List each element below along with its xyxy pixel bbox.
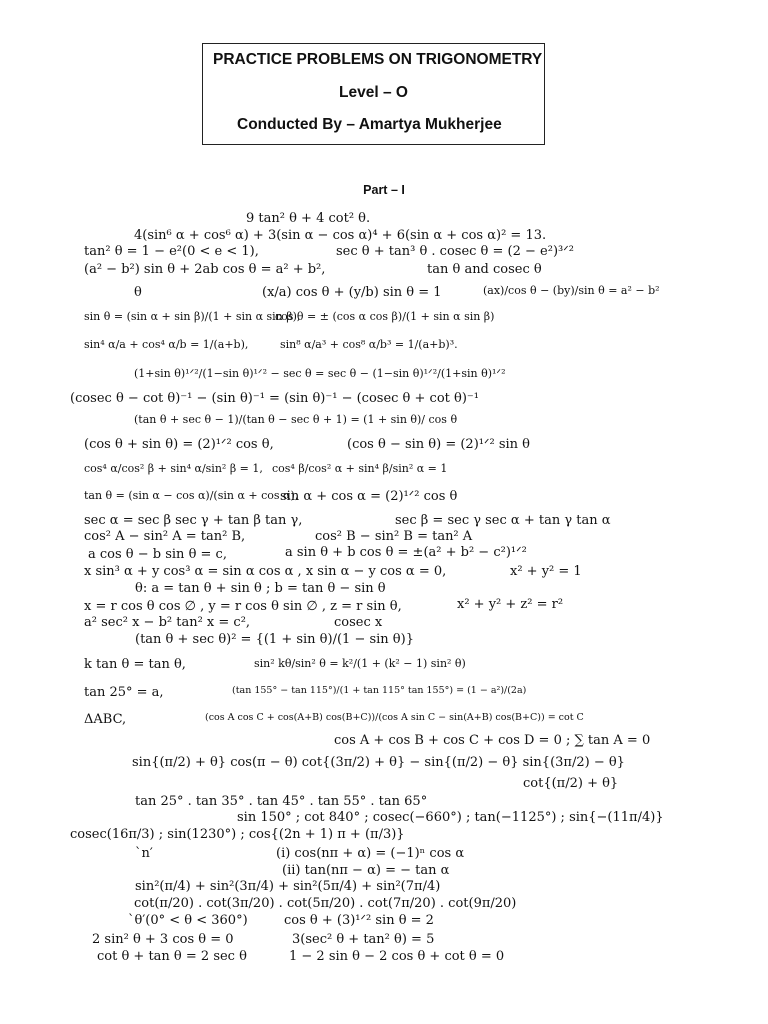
eq-line-52: cot(π/20) . cot(3π/20) . cot(5π/20) . cot(7π/20) . cot(9π/20) [134,896,517,911]
eq-line-43: sin{(π/2) + θ} cos(π − θ) cot{(3π/2) + θ} − sin{(π/2) − θ} sin{(3π/2) − θ} [132,755,625,770]
eq-line-57: cot θ + tan θ = 2 sec θ [97,949,247,964]
eq-line-11: sin⁴ α/a + cos⁴ α/b = 1/(a+b), [84,338,249,351]
eq-line-12: sin⁸ α/a³ + cos⁸ α/b³ = 1/(a+b)³. [280,338,458,351]
eq-line-29: x² + y² = 1 [510,564,582,579]
eq-line-15: (tan θ + sec θ − 1)/(tan θ − sec θ + 1) = (1 + sin θ)/ cos θ [134,413,458,426]
eq-line-14: (cosec θ − cot θ)⁻¹ − (sin θ)⁻¹ = (sin θ)⁻¹ − (cosec θ + cot θ)⁻¹ [70,391,479,406]
eq-line-49: (i) cos(nπ + α) = (−1)ⁿ cos α [276,846,465,861]
eq-line-10: cos θ = ± (cos α cos β)/(1 + sin α sin β) [275,310,495,323]
eq-line-45: tan 25° . tan 35° . tan 45° . tan 55° . tan 65° [135,794,428,809]
eq-line-28: x sin³ α + y cos³ α = sin α cos α , x sin α − y cos α = 0, [84,564,447,579]
eq-line-55: 2 sin² θ + 3 cos θ = 0 [92,932,234,947]
eq-line-8: (ax)/cos θ − (by)/sin θ = a² − b² [483,284,660,297]
eq-line-4: (a² − b²) sin θ + 2ab cos θ = a² + b², [84,262,326,277]
eq-line-18: cos⁴ α/cos² β + sin⁴ α/sin² β = 1, [84,462,263,475]
eq-line-46: sin 150° ; cot 840° ; cosec(−660°) ; tan(−1125°) ; sin{−(11π/4)} [237,810,664,825]
eq-line-47: cosec(16π/3) ; sin(1230°) ; cos{(2n + 1) π + (π/3)} [70,827,405,842]
eq-line-50: (ii) tan(nπ − α) = − tan α [282,863,450,878]
eq-line-2: tan² θ = 1 − e²(0 < e < 1), [84,244,259,259]
eq-line-30: θ: a = tan θ + sin θ ; b = tan θ − sin θ [135,581,386,596]
eq-line-33: a² sec² x − b² tan² x = c², [84,615,251,630]
eq-line-38: tan 25° = a, [84,685,164,700]
eq-line-31: x = r cos θ cos ∅ , y = r cos θ sin ∅ , z = r sin θ, [84,599,402,614]
eq-line-16: (cos θ + sin θ) = (2)¹ᐟ² cos θ, [84,437,274,452]
eq-line-24: cos² A − sin² A = tan² B, [84,529,246,544]
eq-line-53: `θ′(0° < θ < 360°) [128,913,248,928]
eq-line-58: 1 − 2 sin θ − 2 cos θ + cot θ = 0 [289,949,505,964]
eq-line-17: (cos θ − sin θ) = (2)¹ᐟ² sin θ [347,437,530,452]
eq-line-6: θ [134,285,142,300]
eq-line-22: sec α = sec β sec γ + tan β tan γ, [84,513,303,528]
conductor-label: Conducted By – Amartya Mukherjee [237,116,502,133]
part-heading: Part – I [363,183,405,197]
eq-line-19: cos⁴ β/cos² α + sin⁴ β/sin² α = 1 [272,462,448,475]
eq-line-3: sec θ + tan³ θ . cosec θ = (2 − e²)³ᐟ² [336,244,574,259]
eq-line-40: ΔABC, [84,712,127,727]
eq-line-42: cos A + cos B + cos C + cos D = 0 ; ∑ tan A = 0 [334,733,651,748]
eq-line-7: (x/a) cos θ + (y/b) sin θ = 1 [262,285,442,300]
eq-line-51: sin²(π/4) + sin²(3π/4) + sin²(5π/4) + sin²(7π/4) [135,879,441,894]
eq-line-25: cos² B − sin² B = tan² A [315,529,473,544]
eq-line-5: tan θ and cosec θ [427,262,542,277]
eq-line-0: 9 tan² θ + 4 cot² θ. [246,211,371,226]
eq-line-13: (1+sin θ)¹ᐟ²/(1−sin θ)¹ᐟ² − sec θ = sec θ − (1−sin θ)¹ᐟ²/(1+sin θ)¹ᐟ² [134,367,506,380]
eq-line-37: sin² kθ/sin² θ = k²/(1 + (k² − 1) sin² θ) [254,657,466,670]
eq-line-27: a sin θ + b cos θ = ±(a² + b² − c²)¹ᐟ² [285,545,527,560]
eq-line-48: `n′ [135,846,153,861]
eq-line-23: sec β = sec γ sec α + tan γ tan α [395,513,611,528]
eq-line-41: (cos A cos C + cos(A+B) cos(B+C))/(cos A sin C − sin(A+B) cos(B+C)) = cot C [205,712,584,723]
eq-line-26: a cos θ − b sin θ = c, [88,547,227,562]
eq-line-56: 3(sec² θ + tan² θ) = 5 [292,932,435,947]
document-title: PRACTICE PROBLEMS ON TRIGONOMETRY [213,51,543,68]
eq-line-34: cosec x [334,615,383,630]
eq-line-44: cot{(π/2) + θ} [523,776,619,791]
eq-line-9: sin θ = (sin α + sin β)/(1 + sin α sin β), [84,310,301,323]
eq-line-21: sin α + cos α = (2)¹ᐟ² cos θ [280,489,458,504]
eq-line-54: cos θ + (3)¹ᐟ² sin θ = 2 [284,913,434,928]
eq-line-20: tan θ = (sin α − cos α)/(sin α + cos α), [84,489,299,502]
eq-line-36: k tan θ = tan θ, [84,657,186,672]
eq-line-1: 4(sin⁶ α + cos⁶ α) + 3(sin α − cos α)⁴ + 6(sin α + cos α)² = 13. [134,228,547,243]
eq-line-35: (tan θ + sec θ)² = {(1 + sin θ)/(1 − sin θ)} [135,632,414,647]
eq-line-39: (tan 155° − tan 115°)/(1 + tan 115° tan 155°) = (1 − a²)/(2a) [232,685,527,696]
eq-line-32: x² + y² + z² = r² [457,597,564,612]
title-box [202,43,545,145]
level-label: Level – O [339,84,408,101]
